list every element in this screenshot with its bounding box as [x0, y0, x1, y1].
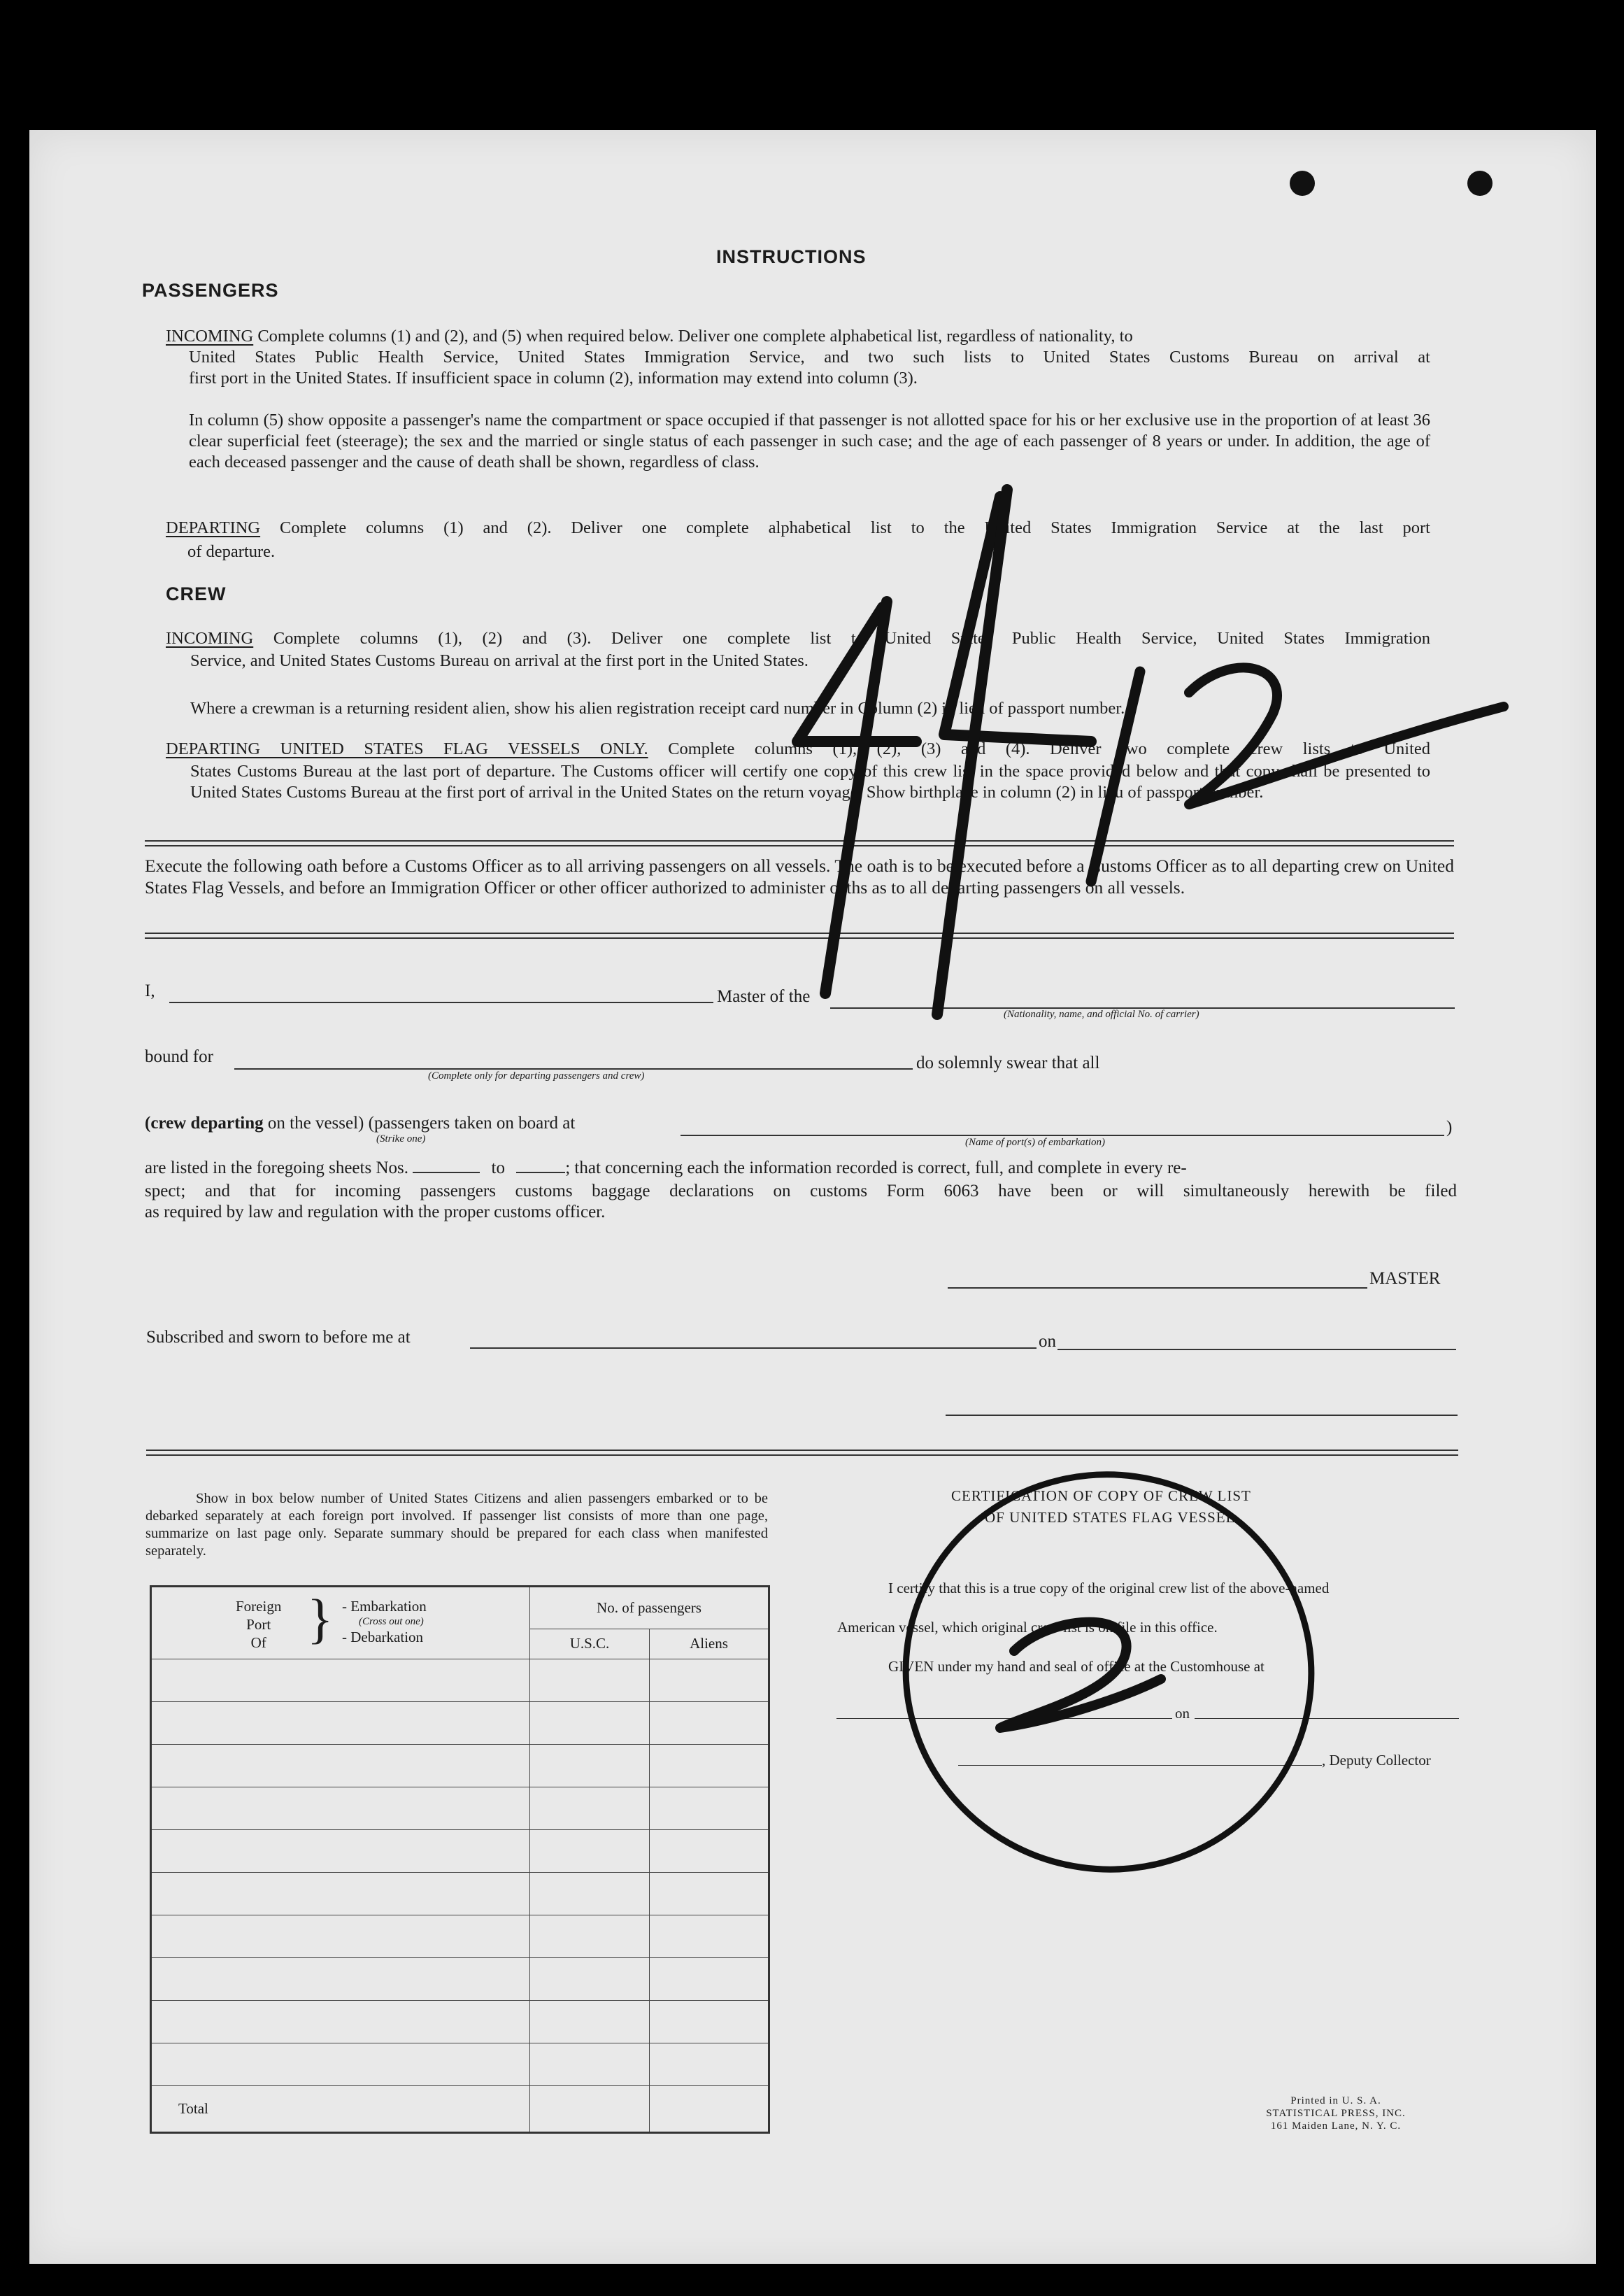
sheets-line2: spect; and that for incoming passengers customs baggage declarations on customs Form 6063 have been or will simultaneously herewith be filed [145, 1182, 1457, 1200]
passengers-incoming-line2: United States Public Health Service, United States Immigration Service, and two such lists to United States Customs Bureau on arrival at [189, 348, 1430, 367]
crew-returning-alien: Where a crewman is a returning resident alien, show his alien registration receipt card number in Column (2) in lieu of passport number. [190, 699, 1125, 718]
cert-on-label: on [1175, 1705, 1190, 1722]
passengers-departing-text: Complete columns (1) and (2). Deliver one complete alphabetical list to the United States Immigration Service at the last port [280, 518, 1430, 537]
handwritten-digit-1 [1091, 672, 1140, 881]
page-title: INSTRUCTIONS [716, 246, 867, 267]
port-label: Port [246, 1616, 271, 1633]
of-label: Of [250, 1634, 266, 1651]
handwritten-circled-digit-2 [1000, 1622, 1161, 1728]
printer-address: 161 Maiden Lane, N. Y. C. [1270, 2120, 1402, 2132]
strike-one-caption: (Strike one) [376, 1133, 426, 1145]
master-of-the-label: Master of the [717, 987, 811, 1006]
close-paren: ) [1446, 1118, 1453, 1137]
crew-heading: CREW [166, 583, 227, 604]
cert-title-2: OF UNITED STATES FLAG VESSEL [985, 1509, 1236, 1526]
crew-departing-text: Complete columns (1), (2), (3) and (4). Deliver two complete crew lists to United [668, 739, 1430, 758]
aliens-header: Aliens [650, 1629, 769, 1659]
crew-incoming-label: INCOMING [166, 629, 254, 648]
handwritten-digit-4-b-stem [937, 490, 1007, 1014]
cert-line-1: I certify that this is a true copy of the original crew list of the above-named [888, 1580, 1330, 1596]
total-label: Total [151, 2085, 530, 2132]
passengers-heading: PASSENGERS [142, 280, 279, 301]
cross-out-one-label: (Cross out one) [359, 1616, 424, 1627]
master-label: MASTER [1369, 1269, 1441, 1288]
cert-line-3: GIVEN under my hand and seal of office at the Customhouse at [888, 1658, 1265, 1675]
sheets-rest: ; that concerning each the information recorded is correct, full, and complete in every re- [565, 1158, 1187, 1177]
bound-for-caption: (Complete only for departing passengers and crew) [428, 1070, 645, 1082]
passengers-incoming-line3: first port in the United States. If insufficient space in column (2), information may extend into column (3). [189, 369, 918, 388]
cert-line-2: American vessel, which original crew list is on file in this office. [837, 1619, 1218, 1636]
cert-title-1: CERTIFICATION OF COPY OF CREW LIST [951, 1487, 1251, 1504]
sheets-to: to [491, 1158, 505, 1177]
crew-departing-label: DEPARTING UNITED STATES FLAG VESSELS ONLY. [166, 739, 648, 758]
oath-instruction: Execute the following oath before a Customs Officer as to all arriving passengers on all vessels. The oath is to be executed before a Customs Officer as to all departing crew on United States Flag Vessels, and before an Immigration Officer or other officer authorized to administer oaths as to all departing passengers on all vessels. [145, 856, 1454, 898]
sheets-label: are listed in the foregoing sheets Nos. [145, 1158, 408, 1177]
handwritten-digit-4-a-stem [825, 602, 887, 993]
solemnly-swear-label: do solemnly swear that all [916, 1054, 1100, 1072]
crew-incoming-text: Complete columns (1), (2) and (3). Deliver one complete list to United States Public Health Service, United States Immigration [273, 629, 1430, 648]
no-of-passengers-header: No. of passengers [530, 1587, 769, 1629]
oath-i-label: I, [145, 982, 155, 1000]
sheets-line3: as required by law and regulation with the proper customs officer. [145, 1203, 606, 1221]
crew-incoming-line2: Service, and United States Customs Bureau on arrival at the first port in the United States. [190, 651, 809, 670]
carrier-caption: (Nationality, name, and official No. of carrier) [1004, 1009, 1199, 1020]
subscribed-on-label: on [1039, 1332, 1056, 1351]
passengers-taken-text: on the vessel) (passengers taken on board at [267, 1114, 576, 1133]
passengers-departing-label: DEPARTING [166, 518, 261, 537]
brace-icon: } [307, 1588, 334, 1649]
crew-departing-bold: (crew departing [145, 1114, 264, 1133]
port-caption: (Name of port(s) of embarkation) [965, 1137, 1105, 1148]
crew-departing-rest: States Customs Bureau at the last port of departure. The Customs officer will certify one copy of this crew list in the space provided below and that copy shall be presented to United States Customs Bureau at the first port of arrival in the United States on the return voyage. Show birthplace in column (2) in lieu of passport number. [190, 762, 1430, 802]
passengers-incoming-label: INCOMING [166, 327, 254, 346]
passengers-departing-line2: of departure. [187, 542, 276, 561]
printed-in-usa: Printed in U. S. A. [1290, 2095, 1381, 2106]
debarkation-label: - Debarkation [342, 1629, 424, 1645]
box-instruction: Show in box below number of United States Citizens and alien passengers embarked or to be debarked separately at each foreign port involved. If passenger list consists of more than one page, summarize on last page only. Separate summary should be prepared for each class when manifested separately. [145, 1491, 768, 1559]
deputy-collector-label: , Deputy Collector [1322, 1752, 1431, 1769]
passengers-incoming-text: Complete columns (1) and (2), and (5) when required below. Deliver one complete alphabetical list, regardless of nationality, to [257, 327, 1133, 346]
usc-header: U.S.C. [530, 1629, 650, 1659]
handwritten-digit-2 [1189, 667, 1504, 805]
embarkation-label: - Embarkation [342, 1598, 427, 1615]
printer-name: STATISTICAL PRESS, INC. [1266, 2108, 1406, 2119]
subscribed-label: Subscribed and sworn to before me at [146, 1328, 411, 1347]
foreign-label: Foreign [236, 1598, 282, 1615]
handwritten-digit-4-a [797, 607, 916, 742]
passengers-incoming-column5: In column (5) show opposite a passenger's name the compartment or space occupied if that passenger is not allotted space for his or her exclusive use in the proportion of at least 36 clear superficial feet (steerage); the sex and the married or single status of each passenger in such case; and the age of each passenger of 8 years or under. In addition, the age of each deceased passenger and the cause of death shall be shown, regardless of class. [189, 411, 1430, 472]
handwritten-digit-4-b [944, 497, 1091, 742]
bound-for-label: bound for [145, 1047, 213, 1066]
